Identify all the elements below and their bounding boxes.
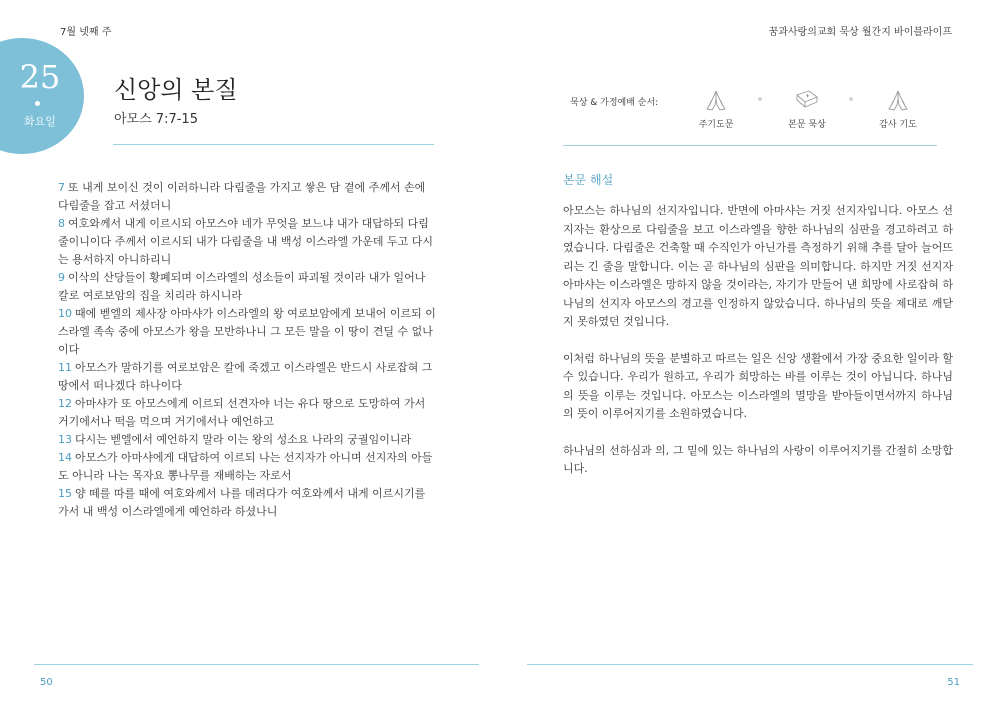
verse: [58, 269, 436, 305]
scripture-text: [58, 179, 436, 521]
verse: [58, 431, 436, 449]
verse-number: 14: [58, 451, 72, 464]
footer-divider-left: [34, 664, 479, 665]
verse-number: 15: [58, 487, 72, 500]
verse: [58, 449, 436, 485]
verse-number: 9: [58, 271, 65, 284]
publisher-label: 꿈과사랑의교회 묵상 월간지 바이블라이프: [768, 27, 952, 38]
commentary-paragraph: 아모스는 하나님의 선지자입니다. 반면에 아마샤는 거짓 선지자입니다. 아모스 선지자는 환상으로 다림줄을 보고 이스라엘을 향한 하나님의 심판을 경고하려고 하였습니다. 다림줄은 건축할 때 수직인가 아닌가를 측정하기 위해 추를 달아 늘어뜨리는 긴 줄을 말합니다. 이는 곧 하나님의 심판을 의미합니다. 하지만 거짓 선지자 아마샤는 이스라엘은 망하지 않을 것이라는, 자기가 만들어 낸 희망에 사로잡혀 하나님의 선지자 아모스의 경고를 인정하지 않았습니다. 하나님의 뜻을 제대로 깨닫지 못하였던 것입니다.: [563, 204, 953, 328]
step-separator: [758, 97, 762, 101]
verse-number: 12: [58, 397, 72, 410]
page-number-right: 51: [947, 677, 960, 688]
day-number: 25: [19, 58, 61, 96]
verse-text: 이삭의 산당들이 황폐되며 이스라엘의 성소들이 파괴될 것이라 내가 일어나 칼로 여로보암의 집을 치리라 하시니라: [58, 271, 426, 302]
praying-hands-icon: [703, 89, 729, 113]
page-number-left: 50: [40, 677, 53, 688]
verse: [58, 305, 436, 359]
order-label: 묵상 & 가정예배 순서:: [570, 98, 659, 108]
scripture-reference: 아모스 7:7-15: [114, 112, 198, 127]
verse-text: 여호와께서 내게 이르시되 아모스야 네가 무엇을 보느냐 내가 대답하되 다림줄이니이다 주께서 이르시되 내가 다림줄을 내 백성 이스라엘 가운데 두고 다시는 용서하지 아니하리니: [58, 217, 433, 266]
commentary-body: [563, 202, 953, 497]
verse: [58, 359, 436, 395]
verse-text: 아모스가 말하기를 여로보암은 칼에 죽겠고 이스라엘은 반드시 사로잡혀 그 땅에서 떠나겠다 하나이다: [58, 361, 433, 392]
day-badge-dot: [35, 101, 40, 106]
verse: [58, 215, 436, 269]
verse-text: 때에 벧엘의 제사장 아마샤가 이스라엘의 왕 여로보암에게 보내어 이르되 이스라엘 족속 중에 아모스가 왕을 모반하나니 그 모든 말을 이 땅이 견딜 수 없나이다: [58, 307, 436, 356]
verse-text: 또 내게 보이신 것이 이러하니라 다림줄을 가지고 쌓은 담 곁에 주께서 손에 다림줄을 잡고 서셨더니: [58, 181, 426, 212]
praying-hands-icon: [885, 89, 911, 113]
weekday-label: 화요일: [24, 115, 56, 128]
verse: [58, 395, 436, 431]
commentary-heading: 본문 해설: [563, 173, 614, 187]
step-label: 주기도문: [698, 120, 734, 130]
verse-number: 8: [58, 217, 65, 230]
week-label: 7월 넷째 주: [60, 27, 112, 38]
footer-divider-right: [527, 664, 973, 665]
step-thanksgiving-prayer: [868, 89, 928, 130]
step-separator: [849, 97, 853, 101]
verse: [58, 485, 436, 521]
title-divider: [113, 144, 434, 145]
verse-number: 11: [58, 361, 72, 374]
step-label: 본문 묵상: [788, 120, 826, 130]
page-title: 신앙의 본질: [114, 76, 238, 104]
step-label: 감사 기도: [879, 120, 917, 130]
verse-text: 다시는 벧엘에서 예언하지 말라 이는 왕의 성소요 나라의 궁궐임이니라: [75, 433, 412, 446]
verse-text: 아마샤가 또 아모스에게 이르되 선견자야 너는 유다 땅으로 도망하여 가서 거기에서나 떡을 먹으며 거기에서나 예언하고: [58, 397, 426, 428]
verse: [58, 179, 436, 215]
verse-text: 양 떼를 따를 때에 여호와께서 나를 데려다가 여호와께서 내게 이르시기를 가서 내 백성 이스라엘에게 예언하라 하셨나니: [58, 487, 426, 518]
order-divider: [563, 145, 937, 146]
step-lords-prayer: [686, 89, 746, 130]
day-badge: [0, 38, 84, 154]
bible-icon: [794, 89, 820, 113]
step-bible-meditation: [777, 89, 837, 130]
commentary-paragraph: 이처럼 하나님의 뜻을 분별하고 따르는 일은 신앙 생활에서 가장 중요한 일이라 할 수 있습니다. 우리가 원하고, 우리가 희망하는 바를 이루는 것이 아닙니다. 하나님의 뜻을 이루는 것입니다. 아모스는 이스라엘의 멸망을 받아들이면서까지 하나님의 뜻이 이루어지기를 소원하였습니다.: [563, 351, 953, 420]
verse-number: 10: [58, 307, 72, 320]
verse-number: 7: [58, 181, 65, 194]
verse-number: 13: [58, 433, 72, 446]
verse-text: 아모스가 아마샤에게 대답하여 이르되 나는 선지자가 아니며 선지자의 아들도 아니라 나는 목자요 뽕나무를 재배하는 자로서: [58, 451, 433, 482]
commentary-paragraph: 하나님의 선하심과 의, 그 밑에 있는 하나님의 사랑이 이루어지기를 간절히 소망합니다.: [563, 443, 953, 475]
